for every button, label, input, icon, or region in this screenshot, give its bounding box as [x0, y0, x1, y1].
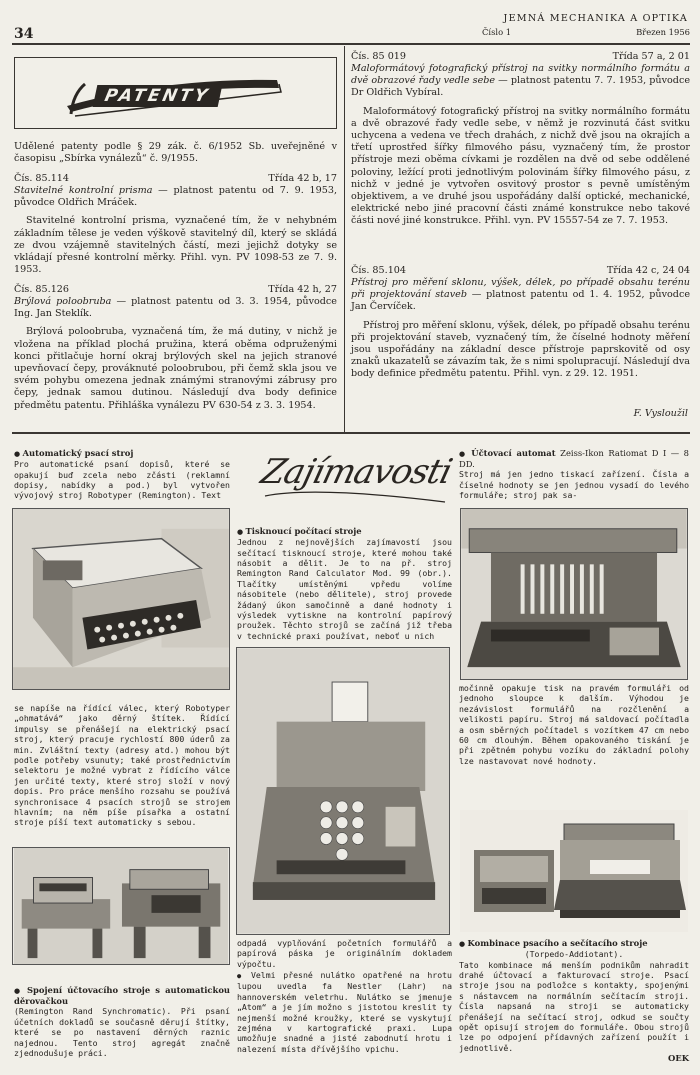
patent-number: Čís. 85.114 [14, 173, 70, 184]
patent-meta: — platnost patentu 7. 7. 1953, původce Dr Oldřich Vybíral. [351, 75, 690, 99]
patents-logo-box [14, 57, 337, 129]
patent-meta: — platnost patentu od 7. 9. 1953, původce Oldřich Mráček. [14, 185, 338, 209]
accounting-machine-image [461, 509, 687, 679]
calculator-block [237, 526, 452, 641]
robotyper-title: ● Automatický psací stroj [14, 448, 133, 458]
patents-logo-text: PATENTY [93, 85, 222, 107]
synchromatic-title: ● Spojení účtovacího stroje s automatickou děrovačkou [14, 985, 230, 1006]
robotyper-block [14, 448, 230, 501]
calculator-text: Jednou z nejnovějších zajímavostí jsou sečítací tisknoucí stroje, které mohou také násobit a dělit. Je to na př. stroj Remington Rand Calculator Mod. 99 (obr.). Tlačítky umístěnými vpředu volíme násobitele (nebo dělitele), stroj provede žádaný úkon samočinně a dané hodnoty i výsledek vytiskne na kontrolní papírový proužek. Těchto strojů se začíná již třeba v technické praxi používat, neboť u nich [237, 537, 452, 641]
patent-number: Čís. 85.104 [351, 265, 407, 276]
header-rule [12, 43, 690, 45]
patent-item [351, 51, 690, 228]
patent-number: Čís. 85.126 [14, 284, 70, 295]
accounting-block [459, 448, 689, 501]
combination-photo [460, 810, 688, 932]
patent-item [14, 284, 337, 412]
synchromatic-block [14, 985, 230, 1058]
accounting-title: ● Účtovací automat [459, 448, 556, 458]
patent-class: Třída 42 h, 27 [268, 284, 337, 295]
journal-title: JEMNÁ MECHANIKA A OPTIKA [503, 13, 688, 24]
curiosities-logo-text: Zajímavosti [257, 452, 456, 492]
calculator-photo [236, 647, 450, 935]
patents-intro: Udělené patenty podle § 29 zák. č. 6/1952 Sb. uveřejněné v časopisu „Sbírka vynálezů“ č. 9/1955. [14, 141, 337, 165]
patents-author: F. Vysloužil [633, 408, 688, 419]
section-rule [12, 432, 690, 434]
combination-subtitle: (Torpedo-Addiotant). [524, 949, 624, 960]
patent-meta: — platnost patentu od 1. 4. 1952, původce Jan Červíček. [351, 289, 690, 313]
patent-item [14, 173, 337, 276]
patent-title: Brýlová poloobruba [14, 296, 112, 307]
synchromatic-image [13, 848, 229, 964]
issue-label: Číslo 1 [482, 27, 512, 37]
date-label: Březen 1956 [636, 27, 690, 37]
combination-text: Tato kombinace má menším podnikům nahradit drahé účtovací a fakturovací stroje. Psací stroje jsou na podložce s kontakty, spojenými s nástavcem na normálním sečítacím stroji. Čísla napsaná na stroji se automaticky přenášejí na sečítací stroj, odkud se součty opět opisují strojem do formuláře. Obou strojů lze po odpojení přídavných zařízení použít i jednotlivě. [459, 959, 689, 1053]
accounting-title-rest: Zeiss-Ikon Ratiomat D I — 8 DD. [459, 448, 690, 470]
patent-class: Třída 42 c, 24 04 [606, 265, 690, 276]
accounting-text: Stroj má jen jedno tiskací zařízení. Čísla a číselné hodnoty se jen jednou vysadí do levého formuláře; stroj pak sa- [459, 469, 689, 501]
calculator-image [237, 648, 449, 934]
patent-title: Stavitelné kontrolní prisma [14, 185, 153, 196]
patent-body: Přístroj pro měření sklonu, výšek, délek, po případě obsahu terénu při projektování staveb, vyznačený tím, že číselné hodnoty měření jsou uspořádány na základní desce přístroje paprskovitě od osy znaků ukazatelů se závazím tak, že s nimi spolupracují. Následují dva body definice předmětu patentu. Přihl. vyn. z 29. 12. 1951. [351, 319, 690, 380]
accounting-photo [460, 508, 688, 680]
robotyper-text: Pro automatické psaní dopisů, které se opakují buď zcela nebo zčásti (reklamní dopisy, nabídky a pod.) byl vytvořen vývojový stroj Robotyper (Remington). Text [14, 459, 230, 501]
combination-title: ● Kombinace psacího a sečítacího stroje [459, 938, 648, 948]
robotyper-photo [12, 508, 230, 690]
patent-class: Třída 42 b, 17 [268, 173, 337, 184]
synchromatic-text: (Remington Rand Synchromatic). Při psaní účetních dokladů se současně děrují štítky, které se po nastavení děrných raznic najednou. Tento stroj agregát značně zjednodušuje práci. [14, 1006, 230, 1059]
patent-body: Maloformátový fotografický přístroj na svitky normálního formátu a dvě obrazové řady vedle sebe, v němž je rozvinutá část svitku uchycena a vedena ve třech drahách, z nichž dvě jsou na okrajích a třetí uprostřed šířky filmového pásu, vyznačený tím, že prostor přístroje mezi oběma cívkami je rozdělen na dvě od sebe oddělené poloviny, ležící proti jednotlivým polovinám šířky filmového pásu, z nichž v jedné je vytvořen osvitový prostor s pevně umístěným objektivem, a ve druhé jsou uspořádány další optické, mechanické, elektrické nebo jiné pracovní části známé konstrukce nebo takové části nové jiné konstrukce. Přihl. vyn. PV 15557-54 ze 7. 7. 1953. [351, 105, 690, 227]
patent-title: Přístroj pro měření sklonu, výšek, délek, po případě obsahu terénu při projektování staveb [351, 277, 690, 301]
patent-meta: — platnost patentu od 3. 3. 1954, původce Ing. Jan Steklík. [14, 296, 337, 320]
combination-block [459, 938, 689, 1063]
combination-image [460, 810, 688, 932]
patent-title: Maloformátový fotografický přístroj na svitky normálního formátu a dvě obrazové řady vedle sebe [351, 63, 690, 87]
synchromatic-photo [12, 847, 230, 965]
accounting-text-bottom: močinně opakuje tisk na pravém formuláři od jednoho sloupce k dalším. Výhodou je nezávislost formulářů na rozčlenění a velikosti papíru. Stroj má saldovací počítadla a osm sběrných počítadel s vozítkem 47 cm nebo 60 cm dlouhým. Během opakovaného tiskání je při zpětném pohybu vozíku do základní polohy lze nastavovat nové hodnoty. [459, 683, 689, 766]
patent-item [351, 265, 690, 381]
column-divider [344, 46, 345, 432]
combination-author: OEK [668, 1053, 689, 1064]
patent-body: Stavitelné kontrolní prisma, vyznačené tím, že v nehybném základním tělese je veden výškově stavitelný díl, který se skládá ze dvou vzájemně stavitelných částí, mezi jejichž dotyky se vkládají přesné kontrolní měrky. Přihl. vyn. PV 1098-53 ze 7. 9. 1953. [14, 215, 337, 276]
typewriter-image [13, 509, 229, 689]
robotyper-text-bottom: se napíše na řídící válec, který Robotyper „ohmatává“ jako děrný štítek. Řídící impulsy se přenášejí na elektrický psací stroj, který pracuje rychlostí 800 úderů za min. Zvláštní texty (adresy atd.) mohou být podle potřeby vsunuty; také prostřednictvím selektoru je možné vybrat z řídícího válce jen určité texty, které stroj složí v nový dopis. Pro práce menšího rozsahu se používá synchronisace 4 psacích strojů se strojem hlavním; na něm píše písařka a ostatní stroje píší text automaticky s sebou. [14, 703, 230, 828]
calculator-text-bottom: odpadá vyplňování početních formulářů a papírová páska je originálním dokladem výpočtu. [237, 938, 452, 969]
page-number: 34 [14, 26, 34, 42]
patent-body: Brýlová poloobruba, vyznačená tím, že má dutiny, v nichž je vložena na příklad plochá pružina, která oběma odpruženými konci přitlačuje horní okraj brýlových skel na jejich stranové upevňovací čepy, prováknuté poloobrubou, při čemž skla jsou ve svém pohybu omezena jednak známými stranovými zábrusy pro čepy, jednak samou dutinou. Následují dva body definice předmětu patentu. Přihláška vynálezu PV 630-54 z 3. 3. 1954. [14, 326, 337, 411]
patent-class: Třída 57 a, 2 01 [612, 51, 690, 62]
nulatko-text: ● Velmi přesné nulátko opatřené na hrotu lupou uvedla fa Nestler (Lahr) na hannoverském veletrhu. Nulátko se jmenuje „Atom“ a je jím možno s jistotou kreslit ty nejmenší možné kroužky, které se vyskytují zejména v kartografické praxi. Lupa umožňuje snadné a jisté zabodnutí hrotu i nalezení místa dřívějšího vpichu. [237, 970, 452, 1054]
patent-number: Čís. 85 019 [351, 51, 407, 62]
calculator-title: ● Tisknoucí počítací stroje [237, 526, 362, 536]
